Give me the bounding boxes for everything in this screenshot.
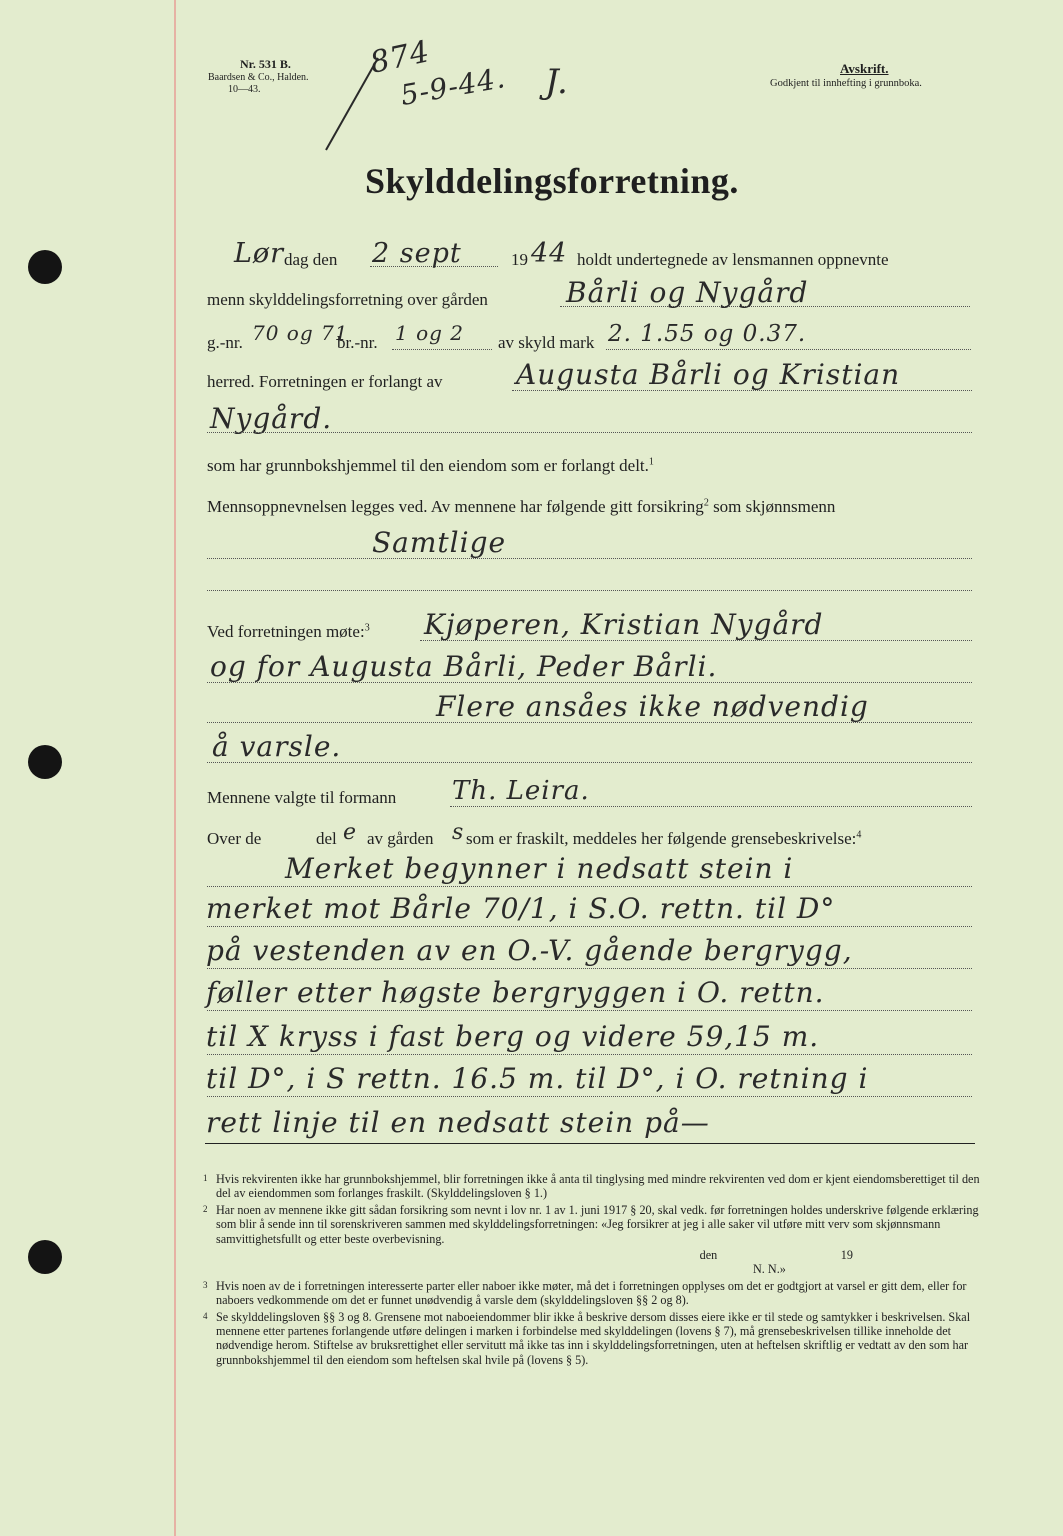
footnotes: [203, 1172, 993, 1369]
text-mote: Ved forretningen møte:$^3$: [207, 622, 370, 641]
boundary-rule: [207, 1096, 972, 1097]
punch-hole: [28, 745, 62, 779]
margin-stroke: [318, 50, 408, 160]
year-prefix: 19: [511, 250, 528, 269]
handwritten-ref: 874: [367, 34, 434, 81]
text-line-1: holdt undertegnede av lensmannen oppnevnte: [577, 250, 889, 269]
publisher: Baardsen & Co., Halden.: [208, 72, 309, 83]
text-over: Over de: [207, 829, 262, 848]
boundary-rule: [207, 926, 972, 927]
day-hand: Lør: [234, 238, 285, 269]
farm-hand: Bårli og Nygård: [566, 276, 809, 309]
text-gard: av gården: [367, 829, 434, 848]
attendance-hand-2: og for Augusta Bårli, Peder Bårli.: [210, 650, 718, 683]
text-line-2: menn skylddelingsforretning over gården: [207, 290, 488, 309]
boundary-rule: [207, 1054, 972, 1055]
day-suffix: dag den: [284, 250, 338, 269]
boundary-rule: [207, 886, 972, 887]
bnr-rule: [392, 349, 492, 350]
skyld-hand: 2. 1.55 og 0.37.: [608, 321, 807, 347]
year-hand: 44: [531, 238, 568, 269]
requester-hand-2: Nygård.: [210, 402, 333, 435]
footnote: 3 Hvis noen av de i forretningen interesserte parter eller naboer ikke møter, må det i forretningen opplyses om det er godtgjort at varsel er gitt dem, eller for naboers vedkommende om det er funnet unødvendig å varsle dem (skylddelingsloven §§ 2 og 8).: [203, 1278, 967, 1308]
bnr-hand: 1 og 2: [395, 321, 465, 345]
footnote: 4 Se skylddelingsloven §§ 3 og 8. Grensene mot naboeiendommer blir ikke å beskrive dersom disses eiere ikke er til stede og samtykker i beskrivelsen. Skal mennene etter partenes forlangende utføre delingen i marken i forbindelse med skylddelingen (lovens § 7), må grensebeskrivelsen tillike inneholde det nødvendige herom. Stiftelse av bruksrettighet eller servitutt må ikke tas inn i skylddelingsforretningen, uten at heftelsen skriftlig er vedtatt av den som har grunnbokshjemmel til den eiendom som heftelsen skal hvile på (lovens § 5).: [203, 1309, 971, 1367]
handwritten-initial: J.: [545, 62, 569, 102]
boundary-line: merket mot Bårle 70/1, i S.O. rettn. til D°: [206, 892, 836, 925]
boundary-line: på vestenden av en O.-V. gående bergrygg,: [206, 934, 853, 967]
del-hand: e: [343, 820, 358, 845]
boundary-line: Merket begynner i nedsatt stein i: [285, 852, 794, 885]
boundary-line: til X kryss i fast berg og videre 59,15 m.: [206, 1020, 820, 1053]
attendance-hand-4: å varsle.: [212, 730, 342, 763]
chairman-hand: Th. Leira.: [452, 776, 590, 806]
boundary-rule: [207, 968, 972, 969]
requester-rule-2: [207, 432, 972, 433]
attendance-rule-1: [420, 640, 972, 641]
attendance-rule-2: [207, 682, 972, 683]
assurance-rule-1: [207, 558, 972, 559]
boundary-rule: [207, 1010, 972, 1011]
boundary-line: rett linje til en nedsatt stein på—: [206, 1106, 710, 1139]
bnr-label: br.-nr.: [337, 333, 378, 352]
text-herred: herred. Forretningen er forlangt av: [207, 372, 443, 391]
attendance-hand-1: Kjøperen, Kristian Nygård: [424, 608, 824, 641]
assurance-rule-2: [207, 590, 972, 591]
footnote-divider: [205, 1143, 975, 1144]
text-menn: Mennsoppnevnelsen legges ved. Av mennene har følgende gitt forsikring$^2$ som skjønnsmenn: [207, 497, 836, 516]
punch-hole: [28, 1240, 62, 1274]
date-hand: 2 sept: [372, 238, 462, 269]
gnr-label: g.-nr.: [207, 333, 243, 352]
skyld-rule: [606, 349, 971, 350]
boundary-line: føller etter høgste bergryggen i O. rettn.: [206, 976, 825, 1009]
skyld-label: av skyld mark: [498, 333, 595, 352]
handwritten-date: 5-9-44.: [397, 61, 509, 112]
approval-text: Godkjent til innhefting i grunnboka.: [770, 78, 922, 89]
page-title: Skylddelingsforretning.: [365, 161, 739, 201]
footnote-nn: N. N.»: [753, 1262, 786, 1277]
attendance-rule-3: [207, 722, 972, 723]
requester-rule-1: [512, 390, 972, 391]
boundary-line: til D°, i S rettn. 16.5 m. til D°, i O. retning i: [206, 1062, 869, 1095]
requester-hand-1: Augusta Bårli og Kristian: [516, 358, 901, 391]
text-formann: Mennene valgte til formann: [207, 788, 397, 807]
print-date: 10—43.: [228, 84, 261, 95]
assurance-hand: Samtlige: [372, 526, 507, 559]
margin-line: [174, 0, 176, 1536]
gnr-hand: 70 og 71: [252, 321, 349, 345]
text-hjemmel: som har grunnbokshjemmel til den eiendom som er forlangt delt.$^1$: [207, 456, 654, 475]
footnote: 2 Har noen av mennene ikke gitt sådan forsikring som nevnt i lov nr. 1 av 1. juni 1917 § 20, skal vedk. før forretningen holdes underskrive følgende erklæring som blir å sende inn til sorenskriveren sammen med skylddelingsforretningen: «Jeg forsikrer at jeg i alle saker vil utføre mitt verv som skjønnsmann samvittighetsfullt og etter beste overbevisning.: [203, 1202, 979, 1246]
attendance-rule-4: [207, 762, 972, 763]
gard-hand: s: [452, 820, 465, 845]
text-grense: som er fraskilt, meddeles her følgende grensebeskrivelse:$^4$: [466, 829, 862, 848]
text-del: del: [316, 829, 337, 848]
punch-hole: [28, 250, 62, 284]
attendance-hand-3: Flere ansåes ikke nødvendig: [436, 690, 869, 723]
footnote: 1 Hvis rekvirenten ikke har grunnbokshjemmel, blir forretningen ikke å anta til tinglysing med mindre rekvirenten ved dom er kjent eiendomsberettiget til den del av eiendommen som forlanges fraskilt. (Skylddelingsloven § 1.): [203, 1172, 980, 1201]
copy-label: Avskrift.: [840, 61, 889, 76]
footnote-signature: den 19: [699, 1248, 853, 1263]
chairman-rule: [450, 806, 972, 807]
form-number: Nr. 531 B.: [240, 57, 291, 71]
